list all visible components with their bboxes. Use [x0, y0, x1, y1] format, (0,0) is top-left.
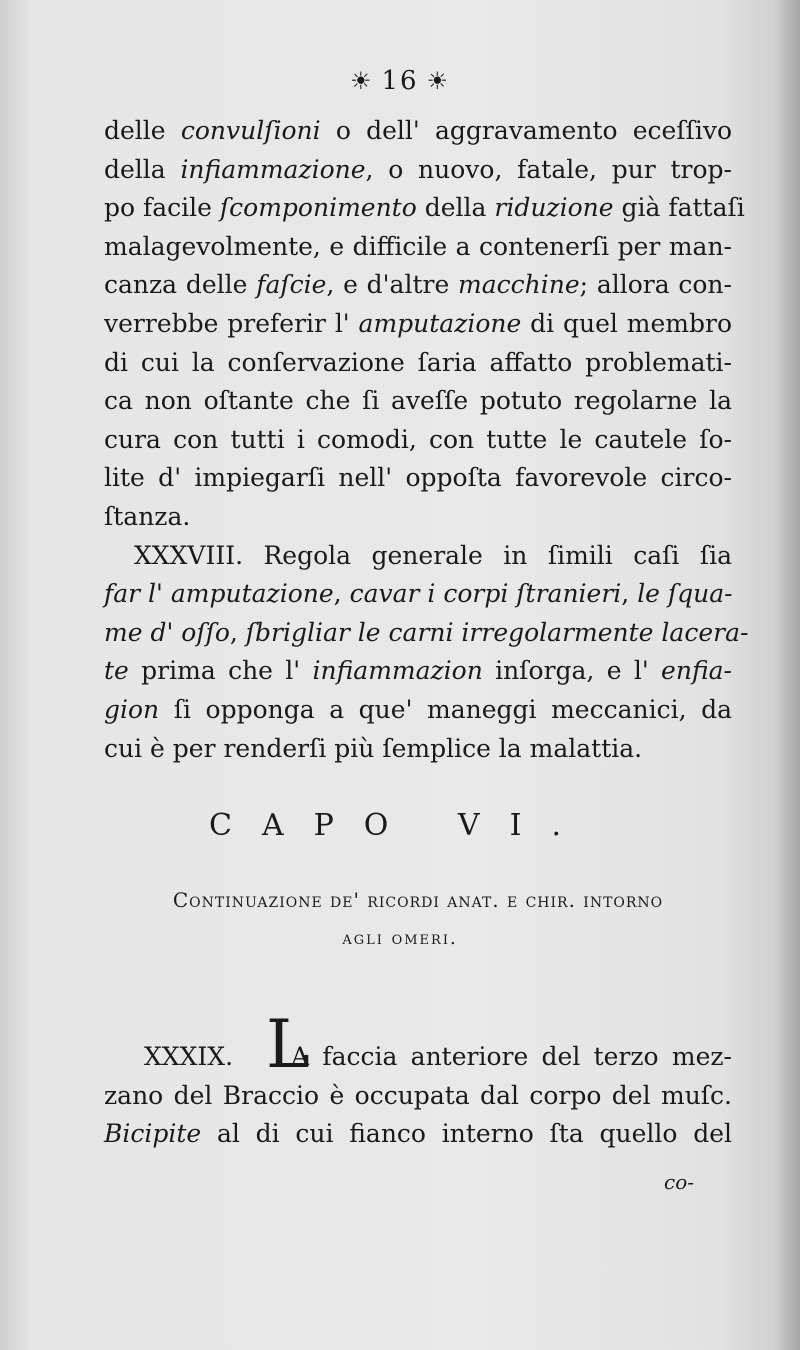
- text-run: o dell' aggravamento eceſſivo: [320, 116, 733, 145]
- text-line: [104, 266, 732, 305]
- italic-text: faſcie: [256, 270, 327, 300]
- text-run: ,: [229, 617, 246, 647]
- text-run: della: [416, 193, 495, 223]
- text-run: lite d' impiegarſi nell' oppoſta favorevole circo-: [104, 463, 732, 493]
- text-run: cui è per renderſi più ſemplice la malattia.: [104, 733, 643, 763]
- italic-text: riduzione: [494, 193, 614, 223]
- text-line: [104, 151, 732, 190]
- text-line: [104, 228, 732, 267]
- italic-text: cavar i corpi ſtranieri: [349, 579, 622, 609]
- text-line: [104, 614, 749, 653]
- header-ornament-left: ☀: [349, 67, 374, 95]
- text-line: [104, 344, 732, 383]
- italic-text: far l' amputazione: [104, 579, 334, 609]
- text-run: ſi opponga a que' maneggi meccanici, da: [159, 694, 732, 724]
- text-line: [104, 537, 732, 576]
- text-line: [104, 112, 732, 151]
- italic-text: Bicipite: [104, 1119, 202, 1149]
- text-run: delle: [104, 116, 181, 145]
- text-run: A faccia anteriore del terzo mez-: [291, 1042, 732, 1071]
- text-run: di quel membro: [521, 308, 732, 338]
- header-ornament-right: ☀: [426, 67, 451, 95]
- text-line: [104, 189, 745, 228]
- text-run: ; allora con-: [579, 270, 732, 300]
- italic-text: le ſqua-: [637, 579, 733, 609]
- text-run: della: [104, 154, 181, 184]
- text-line: [104, 1077, 732, 1116]
- text-line: [104, 459, 732, 498]
- text-run: verrebbe preferir l': [104, 308, 359, 338]
- text-run: canza delle: [104, 270, 257, 300]
- text-run: ca non oſtante che ſi aveſſe potuto regolarne la: [104, 386, 732, 416]
- chapter-title: Continuazione de' ricordi anat. e chir. intorno: [172, 888, 664, 912]
- italic-text: ſcomponimento: [219, 193, 417, 223]
- chapter-subtitle: agli omeri.: [342, 928, 458, 949]
- italic-text: infiammazion: [312, 656, 483, 686]
- text-line: [104, 305, 732, 344]
- section-39: [104, 1038, 732, 1154]
- text-run: cura con tutti i comodi, con tutte le cautele ſo-: [104, 424, 732, 454]
- italic-text: convulſioni: [180, 116, 321, 145]
- text-run: prima che l': [128, 656, 313, 686]
- text-run: inſorga, e l': [482, 656, 662, 686]
- text-run: ,: [621, 579, 638, 609]
- text-run: ,: [333, 579, 350, 609]
- text-run: , e d'altre: [326, 270, 459, 300]
- chapter-heading: CAPO VI.: [209, 808, 591, 843]
- section-number: XXXIX.: [144, 1042, 234, 1071]
- italic-text: me d' oſſo: [104, 617, 230, 647]
- text-line: [104, 691, 732, 730]
- text-line: [104, 382, 732, 421]
- drop-cap: L: [266, 1006, 310, 1083]
- text-run: zano del Braccio è occupata dal corpo del muſc.: [104, 1080, 732, 1110]
- text-line: [104, 730, 732, 769]
- text-line: [104, 498, 732, 537]
- italic-text: amputazione: [358, 308, 522, 338]
- italic-text: infiammazione: [180, 154, 366, 184]
- italic-text: te: [104, 656, 129, 686]
- page-gutter-shadow: [774, 0, 800, 1350]
- text-run: al di cui fianco interno ſta quello del: [201, 1119, 732, 1149]
- text-line: [104, 1115, 732, 1154]
- text-run: ſtanza.: [104, 501, 191, 531]
- text-line: [104, 575, 732, 614]
- body-text: [104, 112, 749, 768]
- text-run: già fattaſi: [613, 193, 745, 223]
- text-run: malagevolmente, e difficile a contenerſi per man-: [104, 231, 732, 261]
- italic-text: enfia-: [661, 656, 732, 686]
- text-line: [104, 1038, 732, 1077]
- text-run: po facile: [104, 193, 220, 223]
- italic-text: gion: [104, 694, 160, 724]
- text-line: [104, 421, 732, 460]
- text-line: [104, 652, 732, 691]
- page-number: 16: [381, 66, 419, 96]
- text-run: XXXVIII. Regola generale in ſimili caſi ſia: [134, 540, 732, 570]
- text-run: di cui la conſervazione ſaria affatto problemati-: [104, 347, 732, 377]
- catchword: co-: [664, 1170, 694, 1194]
- page-header: [0, 66, 800, 96]
- italic-text: macchine: [458, 270, 580, 300]
- italic-text: ſbrigliar le carni irregolarmente lacera-: [245, 617, 749, 647]
- text-run: , o nuovo, fatale, pur trop-: [365, 154, 732, 184]
